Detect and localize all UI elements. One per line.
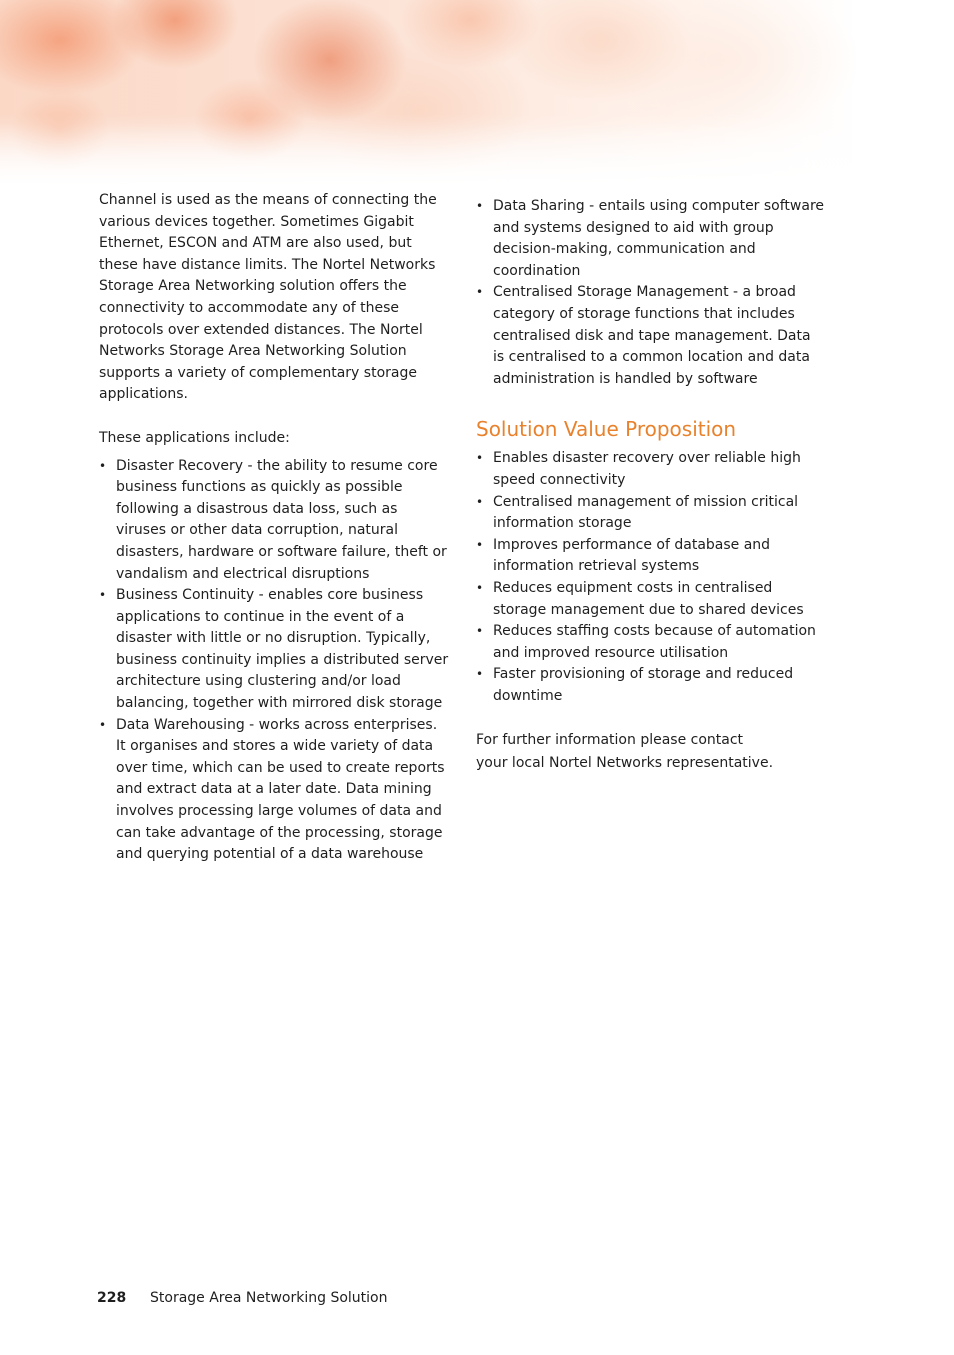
list-item-text: Business Continuity - enables core business applications to continue in the event of a disaster with little or no disruption. Typically, business continuity implies a distributed server architecture using clustering and/or load balancing, together with mirrored disk storage xyxy=(116,587,449,712)
right-column xyxy=(476,190,826,775)
list-item xyxy=(476,492,826,535)
list-item-text: Centralised management of mission critical information storage xyxy=(493,493,799,532)
bullet-icon: • xyxy=(99,458,107,473)
list-item-text: Data Warehousing - works across enterprises. It organises and stores a wide variety of data over time, which can be used to create reports and extract data at a later date. Data mining involves processing large volumes of data and can take advantage of the processing, storage and querying potential of a data warehouse xyxy=(116,716,445,863)
list-item xyxy=(476,621,826,664)
list-item-text: Improves performance of database and information retrieval systems xyxy=(493,536,771,575)
bullet-icon: • xyxy=(476,451,484,466)
list-item-text: Enables disaster recovery over reliable high speed connectivity xyxy=(493,450,801,488)
applications-lead-in: These applications include: xyxy=(99,429,290,446)
contact-paragraph xyxy=(476,729,826,775)
bullet-icon: • xyxy=(476,199,484,213)
contact-line-1: For further information please contact xyxy=(476,732,744,749)
page-footer xyxy=(97,1288,387,1308)
list-item xyxy=(99,585,449,715)
list-item xyxy=(99,456,449,586)
list-item xyxy=(476,578,826,621)
intro-paragraph: Channel is used as the means of connecting the various devices together. Sometimes Gigabit Ethernet, ESCON and ATM are also used, but these have distance limits. The Nortel Networks Storage Area Networking solution offers the connectivity to accommodate any of these protocols over extended distances. The Nortel Networks Storage Area Networking Solution supports a variety of complementary storage applications. xyxy=(99,192,437,403)
list-item-text: Reduces staffing costs because of automation and improved resource utilisation xyxy=(493,623,816,661)
list-item xyxy=(476,282,826,390)
list-item-text: Reduces equipment costs in centralised storage management due to shared devices xyxy=(493,579,804,618)
list-item xyxy=(476,196,826,282)
list-item xyxy=(476,664,826,707)
bullet-icon: • xyxy=(476,624,484,639)
list-item xyxy=(476,535,826,578)
list-item xyxy=(476,448,826,491)
bullet-icon: • xyxy=(476,537,484,552)
bullet-icon: • xyxy=(476,580,484,595)
list-item xyxy=(99,715,449,866)
left-column xyxy=(99,190,449,866)
page-number: 228 xyxy=(97,1290,127,1306)
applications-list xyxy=(99,456,449,866)
bullet-icon: • xyxy=(476,494,484,509)
list-item-text: Faster provisioning of storage and reduced downtime xyxy=(493,666,794,704)
bullet-icon: • xyxy=(99,588,107,603)
section-heading: Solution Value Proposition xyxy=(476,417,737,442)
footer-title: Storage Area Networking Solution xyxy=(150,1290,388,1306)
bullet-icon: • xyxy=(476,285,484,300)
benefits-list xyxy=(476,448,826,707)
list-item-text: Centralised Storage Management - a broad category of storage functions that includes centralised disk and tape management. Data is centralised to a common location and data administration is handled by software xyxy=(493,284,811,387)
list-item-text: Disaster Recovery - the ability to resume core business functions as quickly as possible following a disastrous data loss, such as viruses or other data corruption, natural disasters, hardware or software failure, theft or vandalism and electrical disruptions xyxy=(116,457,447,582)
header-decorative-image xyxy=(0,0,954,190)
list-item-text: Data Sharing - entails using computer software and systems designed to aid with group decision-making, communication and coordination xyxy=(493,198,825,279)
bullet-icon: • xyxy=(476,667,484,682)
applications-list-continued xyxy=(476,196,826,390)
contact-line-2: your local Nortel Networks representative. xyxy=(476,755,774,772)
bullet-icon: • xyxy=(99,717,107,732)
